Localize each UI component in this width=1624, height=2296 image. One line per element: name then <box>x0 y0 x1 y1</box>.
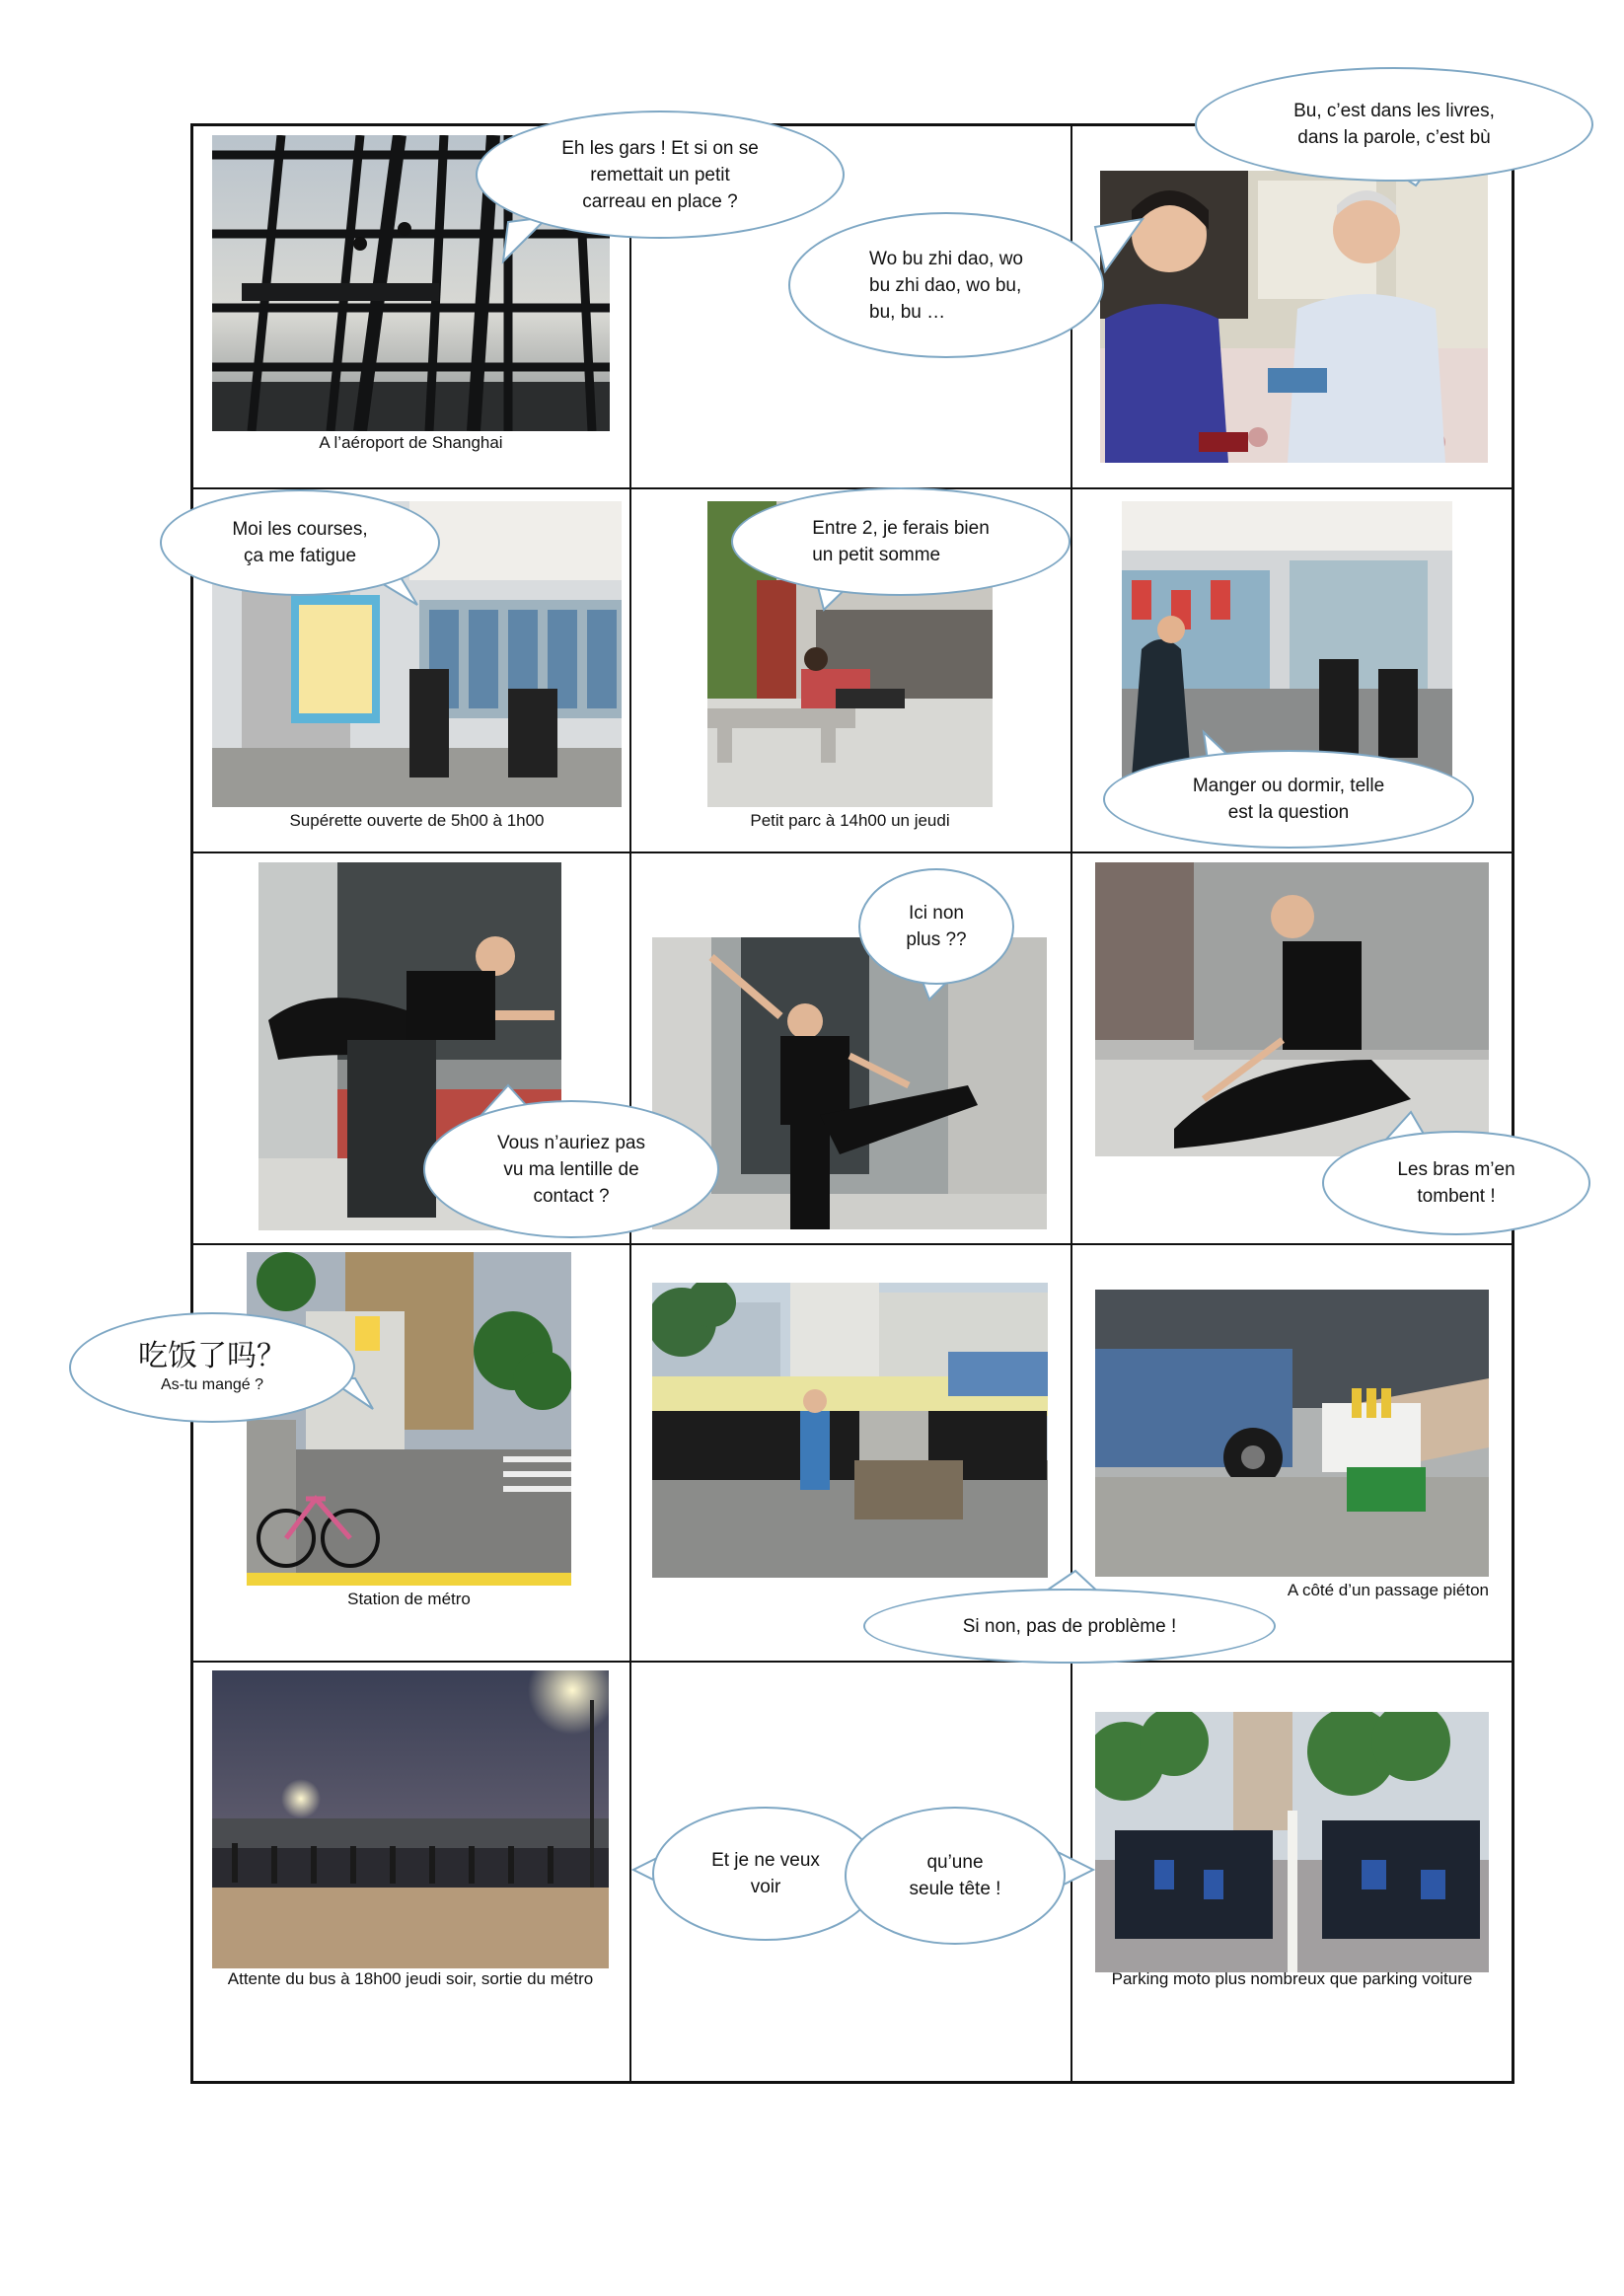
photo-scooters-street <box>652 1283 1048 1578</box>
photo-couple-table <box>1100 171 1488 463</box>
speech-bubble-11: Si non, pas de problème ! <box>863 1589 1276 1664</box>
caption-park: Petit parc à 14h00 un jeudi <box>750 811 950 830</box>
caption-bus-night: Attente du bus à 18h00 jeudi soir, sortie du métro <box>227 1969 594 1988</box>
speech-bubble-2: Bu, c’est dans les livres, dans la parole, c’est bù <box>1195 67 1593 182</box>
speech-bubble-7: Ici non plus ?? <box>858 868 1014 985</box>
grid-border-bottom <box>190 2081 1514 2084</box>
grid-col-1 <box>629 123 631 2084</box>
photo-metro-station <box>247 1252 571 1586</box>
grid-row-2 <box>190 852 1514 853</box>
speech-bubble-10: 吃饭了吗？ As-tu mangé ? <box>69 1312 355 1423</box>
caption-corn-stand: A côté d’un passage piéton <box>1287 1581 1489 1599</box>
photo-store-interior <box>1122 501 1452 778</box>
speech-bubble-1: Eh les gars ! Et si on se remettait un petit carreau en place ? <box>476 111 845 239</box>
caption-superette: Supérette ouverte de 5h00 à 1h00 <box>289 811 545 830</box>
speech-bubble-6: Manger ou dormir, telle est la question <box>1103 750 1474 849</box>
photo-corn-stand <box>1095 1290 1489 1577</box>
speech-bubble-8: Vous n’auriez pas vu ma lentille de contact ? <box>423 1100 719 1238</box>
grid-row-3 <box>190 1243 1514 1245</box>
speech-bubble-5: Entre 2, je ferais bien un petit somme <box>731 487 1070 596</box>
speech-bubble-9: Les bras m’en tombent ! <box>1322 1131 1590 1235</box>
speech-bubble-12: Et je ne veux voir <box>652 1807 879 1941</box>
caption-metro: Station de métro <box>347 1590 471 1608</box>
speech-bubble-4: Moi les courses, ça me fatigue <box>160 489 440 596</box>
grid-border-left <box>190 123 193 2084</box>
caption-airport: A l’aéroport de Shanghai <box>319 433 503 452</box>
photo-parking-motos <box>1095 1712 1489 1972</box>
grid-border-right <box>1512 123 1514 2084</box>
bubble-tail-3 <box>1095 217 1144 276</box>
caption-parking: Parking moto plus nombreux que parking voiture <box>1111 1969 1473 1988</box>
photo-bus-night <box>212 1670 609 1968</box>
speech-bubble-13: qu’une seule tête ! <box>845 1807 1066 1945</box>
grid-col-2 <box>1070 123 1072 2084</box>
speech-bubble-3: Wo bu zhi dao, wo bu zhi dao, wo bu, bu, bu … <box>788 212 1104 358</box>
grid-row-4 <box>190 1661 1514 1663</box>
